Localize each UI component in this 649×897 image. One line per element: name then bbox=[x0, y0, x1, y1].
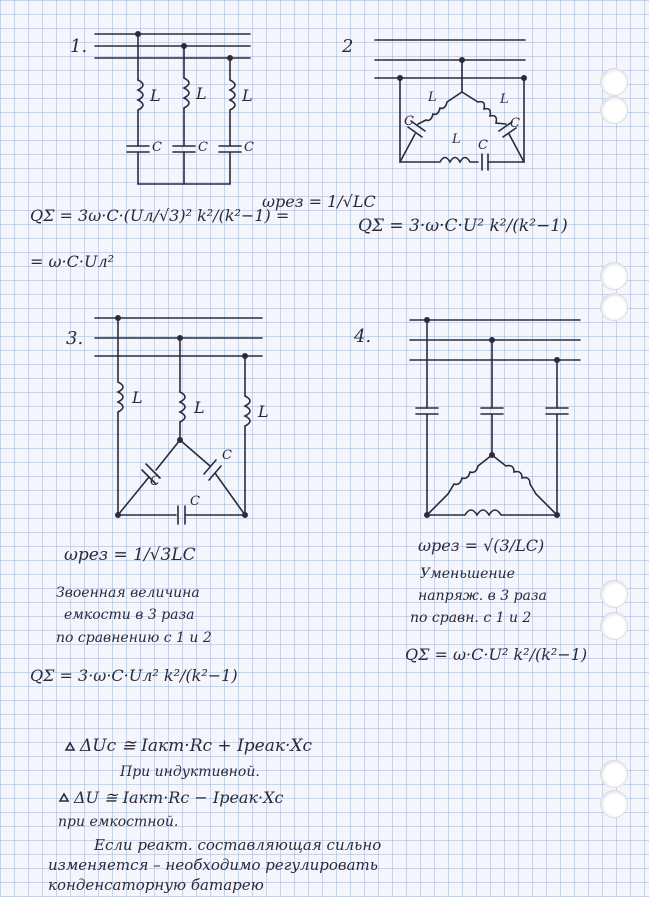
diagram-1-circuit bbox=[95, 32, 250, 184]
diagram-3-circuit bbox=[95, 316, 262, 524]
note-4-line-2: напряж. в 3 раза bbox=[418, 588, 547, 604]
coil-label: L bbox=[242, 86, 253, 105]
formula-q-star-1: QΣ = 3ω·C·(Uл/√3)² k²/(k²−1) = bbox=[30, 206, 290, 225]
coil-label: L bbox=[150, 86, 161, 105]
coil-label: L bbox=[196, 84, 207, 103]
note-4-line-1: Уменьшение bbox=[420, 566, 515, 582]
coil-label: L bbox=[500, 92, 509, 107]
delta-mark bbox=[60, 794, 68, 801]
capacitor-label: C bbox=[198, 140, 208, 155]
coil-label: L bbox=[194, 398, 205, 417]
capacitor-label: C bbox=[150, 474, 160, 489]
capacitor-label: C bbox=[222, 448, 232, 463]
paragraph-line-2: изменяется – необходимо регулировать bbox=[48, 856, 378, 874]
formula-q-delta-2: QΣ = 3·ω·C·U² k²/(k²−1) bbox=[358, 216, 568, 236]
formula-resonance-3: ωрез = 1/√3LC bbox=[64, 545, 196, 565]
formula-voltage-drop-inductive: ΔUс ≅ Iакт·Rс + Iреак·Xс bbox=[80, 736, 313, 756]
capacitor-label: C bbox=[244, 140, 254, 155]
diagram-3-number: 3. bbox=[66, 328, 84, 349]
coil-label: L bbox=[428, 90, 437, 105]
formula-q-3: QΣ = 3·ω·C·Uл² k²/(k²−1) bbox=[30, 666, 238, 685]
capacitor-label: C bbox=[152, 140, 162, 155]
note-capacitive: при емкостной. bbox=[58, 814, 179, 830]
coil-label: L bbox=[132, 388, 143, 407]
delta-mark bbox=[66, 743, 74, 750]
paragraph-line-1: Если реакт. составляющая сильно bbox=[94, 836, 382, 854]
diagram-1-number: 1. bbox=[70, 36, 88, 57]
formula-voltage-drop-capacitive: ΔU ≅ Iакт·Rс − Iреак·Xс bbox=[74, 788, 284, 807]
note-4-line-3: по сравн. с 1 и 2 bbox=[410, 610, 532, 626]
coil-label: L bbox=[452, 132, 461, 147]
note-3-line-1: Звоенная величина bbox=[56, 585, 200, 601]
capacitor-label: C bbox=[510, 116, 520, 131]
formula-resonance-1: ωрез = 1/√LC bbox=[262, 192, 376, 211]
capacitor-label: C bbox=[190, 494, 200, 509]
formula-resonance-4: ωрез = √(3/LC) bbox=[418, 536, 545, 555]
capacitor-label: C bbox=[404, 114, 414, 129]
note-3-line-3: по сравнению с 1 и 2 bbox=[56, 630, 212, 646]
formula-q-4: QΣ = ω·C·U² k²/(k²−1) bbox=[405, 645, 588, 664]
note-inductive: При индуктивной. bbox=[120, 764, 260, 780]
capacitor-label: C bbox=[478, 138, 488, 153]
note-3-line-2: емкости в 3 раза bbox=[64, 607, 195, 623]
paragraph-line-3: конденсаторную батарею bbox=[48, 876, 264, 894]
formula-q-star-1-cont: = ω·C·Uл² bbox=[30, 252, 115, 271]
coil-label: L bbox=[258, 402, 269, 421]
diagram-2-number: 2 bbox=[342, 36, 354, 57]
diagram-4-circuit bbox=[410, 318, 580, 517]
diagram-4-number: 4. bbox=[354, 326, 372, 347]
